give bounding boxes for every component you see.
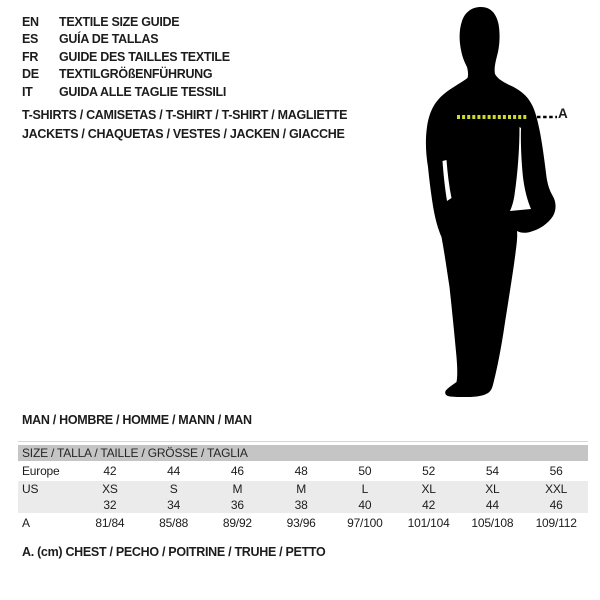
row-label: A	[22, 515, 30, 530]
table-cell: L	[361, 482, 369, 496]
table-cell: 42	[422, 498, 436, 512]
table-cell: 52	[422, 464, 436, 478]
table-row	[18, 481, 588, 497]
table-cell: 109/112	[535, 515, 577, 530]
language-row	[22, 66, 230, 84]
language-row	[22, 13, 230, 31]
table-top-rule	[18, 441, 588, 442]
category-list	[22, 106, 347, 144]
table-cell: 54	[485, 464, 499, 478]
language-row	[22, 31, 230, 49]
table-cell: 46	[230, 464, 244, 478]
language-code: EN	[22, 14, 39, 29]
size-table-header: SIZE / TALLA / TAILLE / GRÖSSE / TAGLIA	[18, 445, 588, 461]
table-row	[18, 497, 588, 513]
table-cell: 46	[549, 498, 563, 512]
table-cell: 36	[230, 498, 244, 512]
language-list	[22, 13, 230, 101]
language-title: TEXTILGRÖßENFÜHRUNG	[59, 67, 213, 82]
table-cell: 34	[167, 498, 181, 512]
size-table	[18, 441, 588, 532]
table-cell: 81/84	[95, 515, 125, 530]
table-cell: 105/108	[471, 515, 514, 530]
language-code: FR	[22, 49, 39, 64]
table-cell: 93/96	[286, 515, 316, 530]
size-table-body	[18, 461, 588, 532]
table-cell: 40	[358, 498, 372, 512]
row-label: Europe	[22, 464, 60, 478]
table-cell: XL	[421, 482, 436, 496]
table-cell: XS	[102, 482, 118, 496]
section-title: MAN / HOMBRE / HOMME / MANN / MAN	[22, 413, 252, 427]
table-cell: 42	[103, 464, 117, 478]
table-cell: 38	[294, 498, 308, 512]
table-cell: 56	[549, 464, 563, 478]
table-cell: 32	[103, 498, 117, 512]
table-cell: M	[232, 482, 243, 496]
table-cell: 89/92	[222, 515, 252, 530]
table-row	[18, 461, 588, 481]
measure-label-a: A	[558, 106, 568, 121]
category-line: T-SHIRTS / CAMISETAS / T-SHIRT / T-SHIRT / MAGLIETTE	[22, 108, 348, 122]
table-cell: 101/104	[407, 515, 450, 530]
language-code: DE	[22, 67, 39, 82]
man-silhouette-figure	[415, 5, 575, 397]
table-cell: 44	[167, 464, 181, 478]
man-silhouette	[426, 7, 556, 397]
row-label: US	[22, 482, 39, 496]
language-code: ES	[22, 32, 39, 47]
language-row	[22, 83, 230, 101]
table-cell: XXL	[545, 482, 568, 496]
table-cell: M	[296, 482, 307, 496]
language-title: GUIDA ALLE TAGLIE TESSILI	[59, 84, 227, 99]
table-cell: 97/100	[347, 515, 383, 530]
table-cell: S	[169, 482, 178, 496]
table-cell: 85/88	[159, 515, 189, 530]
language-title: GUÍA DE TALLAS	[59, 32, 159, 47]
man-silhouette-svg	[415, 5, 575, 397]
footnote: A. (cm) CHEST / PECHO / POITRINE / TRUHE / PETTO	[22, 545, 326, 559]
table-cell: 48	[294, 464, 308, 478]
table-cell: XL	[485, 482, 500, 496]
language-title: GUIDE DES TAILLES TEXTILE	[59, 49, 230, 64]
category-line: JACKETS / CHAQUETAS / VESTES / JACKEN / GIACCHE	[22, 127, 345, 141]
language-code: IT	[22, 84, 33, 99]
table-row	[18, 513, 588, 532]
language-title: TEXTILE SIZE GUIDE	[59, 14, 180, 29]
table-cell: 50	[358, 464, 372, 478]
table-cell: 44	[485, 498, 499, 512]
language-row	[22, 48, 230, 66]
